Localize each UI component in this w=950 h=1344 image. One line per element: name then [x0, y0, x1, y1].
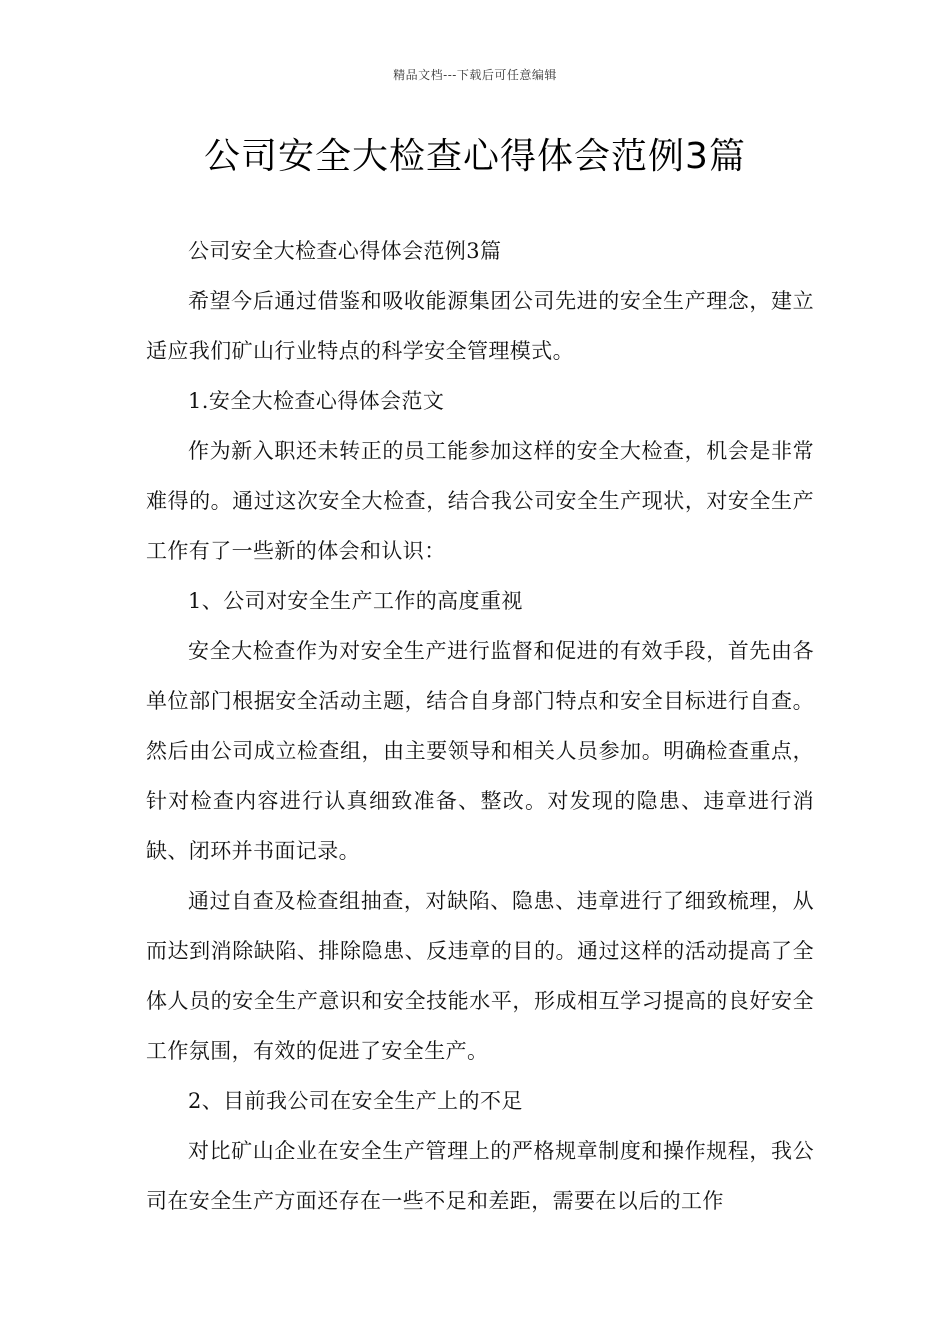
paragraph-intro: 希望今后通过借鉴和吸收能源集团公司先进的安全生产理念，建立适应我们矿山行业特点的科学安全管理模式。: [146, 289, 814, 363]
paragraph: 作为新入职还未转正的员工能参加这样的安全大检查，机会是非常难得的。通过这次安全大检查，结合我公司安全生产现状，对安全生产工作有了一些新的体会和认识：: [146, 439, 814, 563]
paragraph: 对比矿山企业在安全生产管理上的严格规章制度和操作规程，我公司在安全生产方面还存在一些不足和差距，需要在以后的工作: [146, 1139, 814, 1213]
paragraph: 通过自查及检查组抽查，对缺陷、隐患、违章进行了细致梳理，从而达到消除缺陷、排除隐患、反违章的目的。通过这样的活动提高了全体人员的安全生产意识和安全技能水平，形成相互学习提高的良好安全工作氛围，有效的促进了安全生产。: [146, 889, 814, 1063]
header-note: 精品文档---下载后可任意编辑: [393, 68, 557, 82]
subsection-heading: 2、目前我公司在安全生产上的不足: [188, 1089, 523, 1113]
subsection-heading: 1、公司对安全生产工作的高度重视: [188, 589, 523, 613]
paragraph: 安全大检查作为对安全生产进行监督和促进的有效手段，首先由各单位部门根据安全活动主题，结合自身部门特点和安全目标进行自查。然后由公司成立检查组，由主要领导和相关人员参加。明确检查重点，针对检查内容进行认真细致准备、整改。对发现的隐患、违章进行消缺、闭环并书面记录。: [146, 639, 814, 863]
document-title: 公司安全大检查心得体会范例3篇: [204, 136, 746, 177]
paragraph-subtitle: 公司安全大检查心得体会范例3篇: [188, 239, 502, 263]
section-heading: 1.安全大检查心得体会范文: [188, 389, 445, 413]
document-body: [146, 226, 814, 1226]
